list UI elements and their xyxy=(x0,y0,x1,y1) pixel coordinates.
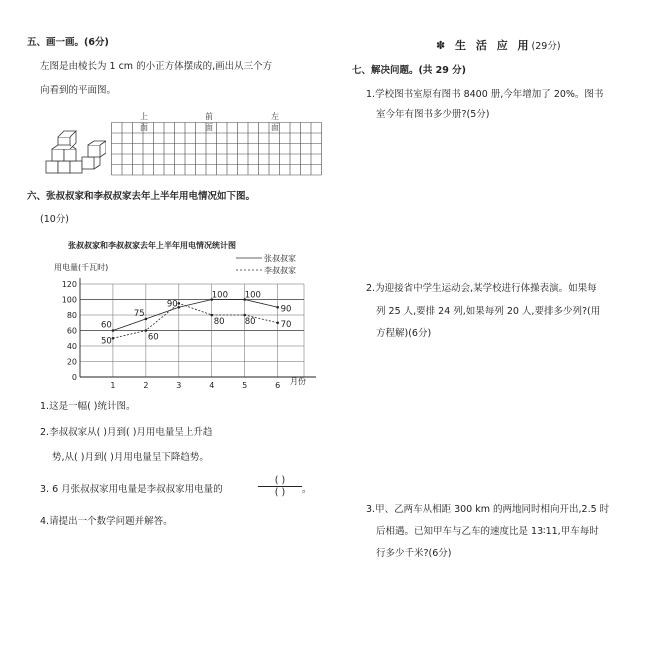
x-tick-label: 4 xyxy=(209,381,215,390)
y-tick-label: 120 xyxy=(61,280,77,289)
data-label: 90 xyxy=(280,304,292,315)
cube-stack-figure xyxy=(44,127,106,177)
problem-3-line2: 后相遇。已知甲车与乙车的速度比是 13∶11,甲车每时 xyxy=(376,526,599,537)
data-label: 70 xyxy=(280,319,292,330)
fraction-numerator: ( ) xyxy=(274,475,286,486)
data-label: 60 xyxy=(147,332,159,343)
legend-series-1: 李叔叔家 xyxy=(264,266,296,275)
data-label: 90 xyxy=(166,299,178,310)
legend xyxy=(236,253,296,275)
life-application-label: ✽ 生 活 应 用 xyxy=(436,39,532,52)
x-tick-label: 6 xyxy=(275,381,281,390)
fraction-denominator: ( ) xyxy=(274,487,286,498)
series-point-0 xyxy=(112,329,115,332)
question-2-line2: 势,从( )月到( )月用电量呈下降趋势。 xyxy=(52,452,209,463)
problem-2-line2: 列 25 人,要排 24 列,如果每列 20 人,要排多少列?(用 xyxy=(376,306,601,317)
section5-heading: 五、画一画。(6分) xyxy=(27,37,109,48)
y-tick-label: 40 xyxy=(66,342,77,351)
section5-line2: 向看到的平面图。 xyxy=(40,85,117,96)
data-label: 50 xyxy=(100,336,112,347)
section6-points: (10分) xyxy=(40,214,70,225)
x-tick-label: 2 xyxy=(143,381,149,390)
series-point-0 xyxy=(178,306,181,309)
view-label-top: 上面 xyxy=(140,112,148,132)
y-tick-label: 20 xyxy=(66,357,77,367)
series-point-1 xyxy=(112,337,115,340)
chart-title: 张叔叔家和李叔叔家去年上半年用电情况统计图 xyxy=(68,241,236,250)
view-label-left: 左面 xyxy=(271,112,279,132)
series-point-1 xyxy=(145,329,148,332)
question-2-line1: 2.李叔叔家从( )月到( )月用电量呈上升趋 xyxy=(40,427,213,438)
life-application-title xyxy=(436,37,561,53)
problem-3-line3: 行多少千米?(6分) xyxy=(376,548,452,559)
question-4: 4.请提出一个数学问题并解答。 xyxy=(40,516,173,527)
series-point-1 xyxy=(276,321,279,324)
data-label: 60 xyxy=(100,320,112,331)
y-tick-label: 80 xyxy=(66,311,77,320)
series-point-1 xyxy=(243,314,246,317)
section7-heading: 七、解决问题。(共 29 分) xyxy=(352,65,467,76)
data-label: 80 xyxy=(244,317,256,327)
problem-1-line1: 1.学校图书室原有图书 8400 册,今年增加了 20%。图书 xyxy=(366,89,604,100)
x-tick-label: 1 xyxy=(110,381,116,390)
section6-heading: 六、张叔叔家和李叔叔家去年上半年用电情况如下图。 xyxy=(27,191,256,202)
data-label: 100 xyxy=(211,290,228,301)
electricity-line-chart xyxy=(40,234,330,394)
life-application-points: (29分) xyxy=(531,41,561,52)
series-point-0 xyxy=(145,318,148,321)
y-tick-label: 100 xyxy=(61,295,77,305)
drawing-grid xyxy=(111,122,323,180)
y-tick-label: 60 xyxy=(66,326,77,336)
series-point-1 xyxy=(210,314,213,317)
view-label-front: 前面 xyxy=(205,112,213,132)
y-tick-label: 0 xyxy=(71,373,77,382)
problem-1-line2: 室今年有图书多少册?(5分) xyxy=(376,109,490,120)
data-label: 75 xyxy=(133,308,145,319)
question-3-prefix: 3. 6 月张叔叔家用电量是李叔叔家用电量的 xyxy=(40,484,223,495)
problem-2-line3: 方程解)(6分) xyxy=(376,328,432,339)
question-1: 1.这是一幅( )统计图。 xyxy=(40,401,136,412)
series-point-1 xyxy=(178,302,181,305)
section5-line1: 左图是由棱长为 1 cm 的小正方体摆成的,画出从三个方 xyxy=(40,61,273,72)
y-axis-label: 用电量(千瓦时) xyxy=(54,263,109,272)
question-3-fraction xyxy=(258,475,302,498)
data-label: 80 xyxy=(213,317,225,327)
problem-2-line1: 2.为迎接省中学生运动会,某学校进行体操表演。如果每 xyxy=(366,283,597,294)
question-3-end: 。 xyxy=(302,484,312,495)
data-label: 100 xyxy=(244,290,261,301)
x-axis-label: 月份 xyxy=(290,377,306,386)
series-point-0 xyxy=(276,306,279,309)
problem-3-line1: 3.甲、乙两车从相距 300 km 的两地同时相向开出,2.5 时 xyxy=(366,504,610,515)
x-tick-label: 3 xyxy=(176,381,182,390)
x-tick-label: 5 xyxy=(242,381,248,390)
legend-series-0: 张叔叔家 xyxy=(264,254,296,263)
